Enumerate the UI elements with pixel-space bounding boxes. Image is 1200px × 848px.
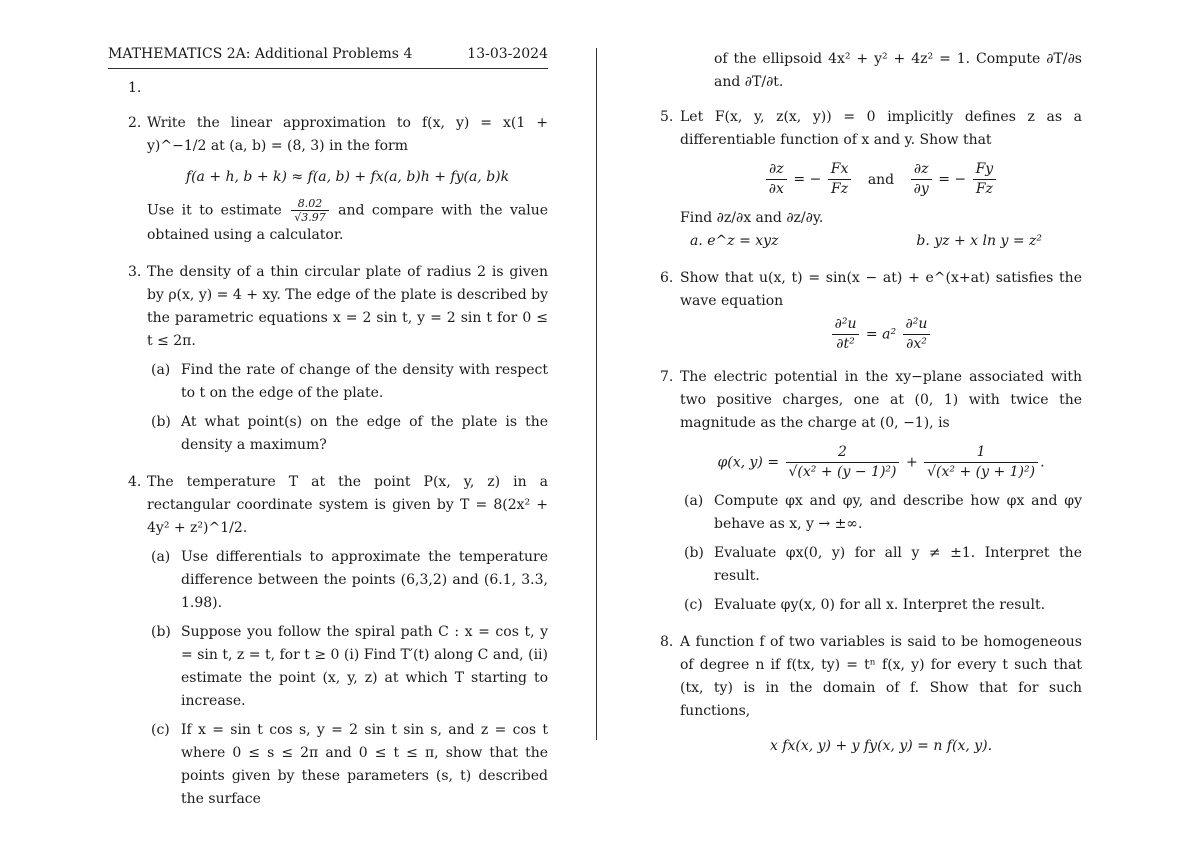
estimate-line <box>147 197 548 247</box>
column-divider <box>596 48 597 740</box>
subpart-label: (b) <box>151 414 171 430</box>
subpart-label: (c) <box>151 722 170 738</box>
fraction <box>832 315 860 354</box>
display-equation: x fx(x, y) + y fy(x, y) = n f(x, y). <box>769 738 993 754</box>
numerator: ∂z <box>766 160 787 180</box>
denominator: ∂x² <box>906 336 927 352</box>
denominator: ∂y <box>913 181 929 197</box>
denominator: ∂t² <box>836 336 855 352</box>
subpart-text: Use differentials to approximate the temperature difference between the points (6,3,2) and (6.1, 3.3, 1.98). <box>181 549 548 611</box>
problem-number: 2. <box>128 115 142 131</box>
subpart-text: Evaluate φx(0, y) for all y ≠ ±1. Interpret the result. <box>714 545 1082 584</box>
problem-2 <box>108 112 548 247</box>
problem-text: Let F(x, y, z(x, y)) = 0 implicitly defines z as a differentiable function of x and y. Show that <box>680 109 1082 148</box>
problem-4 <box>108 471 548 811</box>
subpart-text: Compute φx and φy, and describe how φx and φy behave as x, y → ±∞. <box>714 493 1082 532</box>
subpart-label: (b) <box>151 624 171 640</box>
potential-equation <box>680 443 1082 482</box>
problem-1 <box>108 77 548 100</box>
subpart-text: If x = sin t cos s, y = 2 sin t sin s, and z = cos t where 0 ≤ s ≤ 2π and 0 ≤ t ≤ π, show that the points given by these parameters (s, t) described the surface <box>181 722 548 807</box>
equals: = − <box>793 171 822 188</box>
subpart-label: (b) <box>684 545 704 561</box>
numerator: Fy <box>973 160 997 180</box>
wave-equation <box>680 315 1082 354</box>
fraction <box>786 443 900 482</box>
denominator: Fz <box>831 181 849 197</box>
problem-text: Show that u(x, t) = sin(x − at) + e^(x+at) satisfies the wave equation <box>680 270 1082 309</box>
denominator: √(x² + (y − 1)²) <box>788 464 897 480</box>
subpart-text: Evaluate φy(x, 0) for all x. Interpret the result. <box>714 597 1046 613</box>
subparts-row <box>680 230 1082 253</box>
subpart-text: At what point(s) on the edge of the plate is the density a maximum? <box>181 414 548 453</box>
fraction <box>828 160 852 199</box>
numerator: Fx <box>828 160 852 180</box>
continued-text: of the ellipsoid 4x² + y² + 4z² = 1. Compute ∂T/∂s and ∂T/∂t. <box>714 51 1082 90</box>
problem-6 <box>660 267 1082 354</box>
problem-text: Write the linear approximation to f(x, y) = x(1 + y)^−1/2 at (a, b) = (8, 3) in the form <box>147 115 548 154</box>
subpart-text: Suppose you follow the spiral path C : x = cos t, y = sin t, z = t, for t ≥ 0 (i) Find T′(t) along C and, (ii) estimate the point (x, y, z) at which T starting to increase. <box>181 624 548 709</box>
right-column <box>660 46 1082 766</box>
problem-number: 7. <box>660 369 674 385</box>
problem-8 <box>660 631 1082 758</box>
fraction <box>973 160 997 199</box>
left-column <box>108 46 548 811</box>
display-equation: f(a + h, b + k) ≈ f(a, b) + fx(a, b)h + fy(a, b)k <box>185 169 510 185</box>
equals: = a² <box>865 326 897 343</box>
equals: = − <box>938 171 967 188</box>
phi-lhs: φ(x, y) = <box>717 454 780 471</box>
numerator: ∂z <box>911 160 932 180</box>
subpart-c <box>147 719 548 811</box>
problem-text: A function f of two variables is said to be homogeneous of degree n if f(tx, ty) = tⁿ f(x, y) for every t such that (tx, ty) is in the domain of f. Show that for such functions, <box>680 634 1082 719</box>
denominator: ∂x <box>768 181 784 197</box>
problem-4-continued <box>660 48 1082 94</box>
header-date: 13-03-2024 <box>467 46 548 62</box>
fraction <box>924 443 1038 482</box>
problem-number: 8. <box>660 634 674 650</box>
subpart-b <box>680 542 1082 588</box>
numerator: 2 <box>786 443 900 463</box>
subpart-b <box>147 621 548 713</box>
subpart-c <box>680 594 1082 617</box>
estimate-fraction <box>291 197 329 224</box>
estimate-pre: Use it to estimate <box>147 202 282 219</box>
page-header <box>108 46 548 69</box>
denominator: √3.97 <box>294 211 326 224</box>
problem-number: 6. <box>660 270 674 286</box>
denominator: Fz <box>975 181 993 197</box>
fraction <box>766 160 787 199</box>
subpart-text: Find the rate of change of the density with respect to t on the edge of the plate. <box>181 362 548 401</box>
numerator: 1 <box>924 443 1038 463</box>
problem-number: 5. <box>660 109 674 125</box>
header-title: MATHEMATICS 2A: Additional Problems 4 <box>108 46 413 62</box>
plus: + <box>905 454 918 471</box>
subpart-label: (a) <box>151 362 171 378</box>
display-equation <box>680 160 1082 199</box>
problem-text: The electric potential in the xy−plane associated with two positive charges, one at (0, 1) with twice the magnitude as the charge at (0, −1), is <box>680 369 1082 431</box>
numerator: ∂²u <box>832 315 860 335</box>
subpart-label: (a) <box>684 493 704 509</box>
problem-text: The density of a thin circular plate of radius 2 is given by ρ(x, y) = 4 + xy. The edge of the plate is described by the parametric equations x = 2 sin t, y = 2 sin t for 0 ≤ t ≤ 2π. <box>147 264 548 349</box>
subpart-label: (c) <box>684 597 703 613</box>
subpart-a <box>147 546 548 615</box>
period: . <box>1040 454 1045 471</box>
and-word: and <box>867 171 895 188</box>
problem-7 <box>660 366 1082 617</box>
problem-number: 3. <box>128 264 142 280</box>
numerator: ∂²u <box>903 315 931 335</box>
subpart-b <box>147 411 548 457</box>
subpart-a: a. e^z = xyz <box>690 233 779 249</box>
estimate-post: and compare with the value obtained using a calculator. <box>147 202 549 243</box>
numerator: 8.02 <box>291 197 329 211</box>
problem-number: 1. <box>128 80 142 96</box>
subpart-label: (a) <box>151 549 171 565</box>
find-line: Find ∂z/∂x and ∂z/∂y. <box>680 210 824 226</box>
subpart-a <box>147 359 548 405</box>
denominator: √(x² + (y + 1)²) <box>927 464 1036 480</box>
fraction <box>903 315 931 354</box>
subpart-a <box>680 490 1082 536</box>
fraction <box>911 160 932 199</box>
problem-number: 4. <box>128 474 142 490</box>
subpart-b: b. yz + x ln y = z² <box>916 233 1042 249</box>
problem-5 <box>660 106 1082 253</box>
problem-3 <box>108 261 548 457</box>
problem-text: The temperature T at the point P(x, y, z) in a rectangular coordinate system is given by T = 8(2x² + 4y² + z²)^1/2. <box>147 474 548 536</box>
